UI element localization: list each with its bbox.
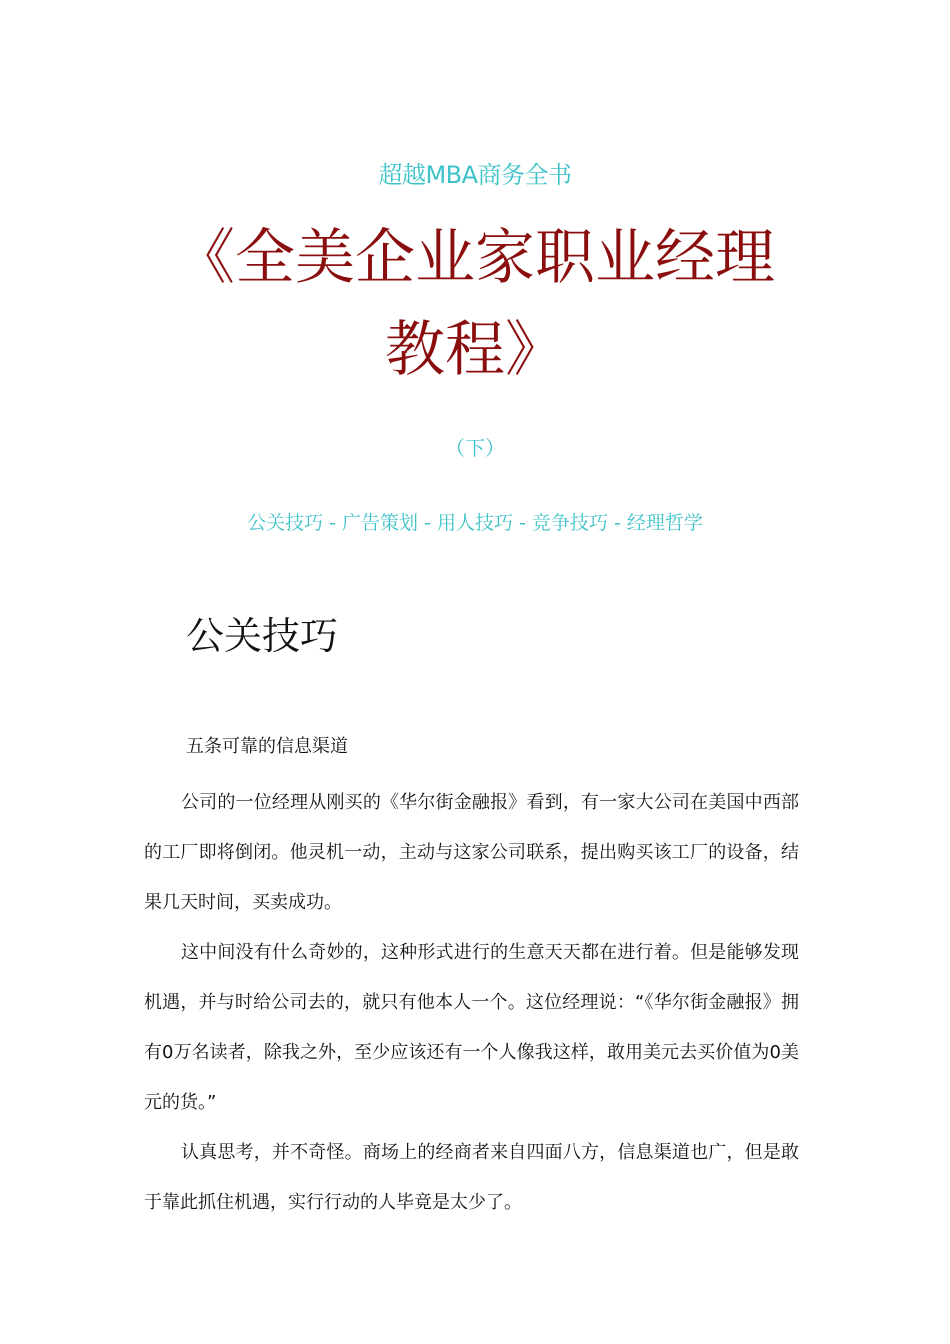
topics-list: 公关技巧 - 广告策划 - 用人技巧 - 竞争技巧 - 经理哲学 xyxy=(247,512,703,534)
series-name: 超越MBA商务全书 xyxy=(378,161,572,189)
paragraph: 认真思考，并不奇怪。商场上的经商者来自四面八方，信息渠道也广，但是敢于靠此抓住机遇，实行行动的人毕竟是太少了。 xyxy=(144,1142,799,1213)
paragraph: 这中间没有什么奇妙的，这种形式进行的生意天天都在进行着。但是能够发现机遇，并与时给公司去的，就只有他本人一个。这位经理说：“《华尔街金融报》拥有0万名读者，除我之外，至少应该还有一个人像我这样，敢用美元去买价值为0美元的货。” xyxy=(144,942,799,1113)
volume-label: （下） xyxy=(445,436,505,460)
article-body xyxy=(144,778,799,1228)
paragraph: 公司的一位经理从刚买的《华尔街金融报》看到，有一家大公司在美国中西部的工厂即将倒闭。他灵机一动，主动与这家公司联系，提出购买该工厂的设备，结果几天时间，买卖成功。 xyxy=(144,792,799,913)
section-heading: 公关技巧 xyxy=(186,614,339,658)
article-title: 五条可靠的信息渠道 xyxy=(186,736,348,757)
book-title: 《全美企业家职业经理教程》 xyxy=(175,223,775,385)
